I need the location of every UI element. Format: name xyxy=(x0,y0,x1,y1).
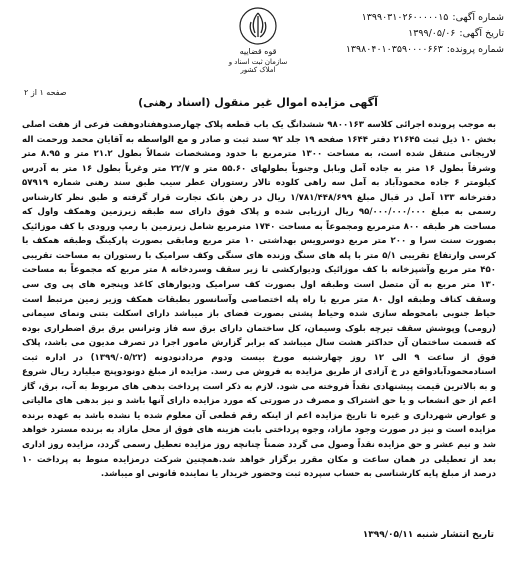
notice-title: آگهی مزایده اموال غیر منقول (اسناد رهنی) xyxy=(138,96,378,109)
ad-date-row xyxy=(304,26,504,42)
ad-number-label: شماره آگهی: xyxy=(452,12,504,23)
page-indicator: صفحه ۱ از ۲ xyxy=(24,88,67,97)
ad-date-value: ۱۳۹۹/۰۵/۰۶ xyxy=(408,28,456,39)
emblem-organization-text: سازمان ثبت اسناد و املاک کشور xyxy=(228,58,288,74)
iran-emblem-icon xyxy=(238,6,278,46)
emblem-judiciary-text: قوه قضاییه xyxy=(239,47,277,56)
file-number-label: شماره پرونده: xyxy=(446,44,504,55)
emblem-block xyxy=(222,6,294,74)
publish-date-line xyxy=(363,530,494,540)
ad-number-row xyxy=(304,10,504,26)
ad-number-value: ۱۳۹۹۰۳۱۰۲۶۰۰۰۰۰۱۵ xyxy=(361,12,449,23)
ad-date-label: تاریخ آگهی: xyxy=(459,28,504,39)
ad-meta-block xyxy=(304,10,504,58)
file-number-value: ۱۳۹۸۰۴۰۱۰۳۵۹۰۰۰۰۶۶۳ xyxy=(345,44,443,55)
file-number-row xyxy=(304,42,504,58)
notice-body-text: به موجب پرونده اجرائی کلاسه ۹۸۰۰۱۶۳ ششدانگ یک باب قطعه پلاک چهارصدوهفتادوهفت فرعی از هفت اصلی بخش ۱۰ ذیل ثبت ۲۱۶۴۵ دفتر ۱۶۴۴ صفحه ۱۹ جلد ۹۲ سند ثبت و صادر و مع الواسطه به آقایان محمد ورحمت اله لاریجانی منتقل شده است، به مساحت ۱۳۰۰ مترمربع با حدود ومشخصات شمالاً بطول ۲۱.۲ متر و ۸.۹۵ متر وشرقاً بطول ۱۶ متر به جاده آمل وبابل وجنوباً بطولهای ۵۵.۶۰ متر و ۲۲/۷ متر وغرباً بطول ۱۶ متر به آدرس کیلومتر ۶ جاده محمودآباد به آمل سه راهی کلوده تالار رستوران عطر سیب طبق سند رهنی شماره ۵۷۹۱۹ دفترخانه ۱۳۳ آمل در قبال مبلغ ۱/۷۸۱/۴۴۸/۶۹۹ ریال در رهن بانک تجارت قرار گرفته و طبق نظر کارشناس رسمی به مبلغ ۹۵/۰۰۰/۰۰۰/۰۰۰ ریال ارزیابی شده و پلاک فوق دارای سه طبقه زیرزمین وهمکف واول که مساحت هر طبقه ۸۰۰ مترمربع ومجموعاً به مساحت ۱۷۴۰ مترمربع شامل زیرزمین با رمپ ورودی با کف موزائیک بصورت سنت سرا و ۲۰۰ متر مربع دوسرویس بهداشتی ۱۰ متر مربع ومابقی بصورت پارکینگ وطبقه همکف با کرسی وارتفاع تقریبی ۵/۱ متر با پله های سنگ وزنده های سنگی وکف سرامیک با رستوران به مساحت تقریبی ۴۵۰ متر مربع وآشپزخانه با کف موزائیک ودیوارکشی تا زیر سقف وسردخانه ۸ متر مربع که مجموعاً به مساحت ۱۳۰ متر مربع به آن متصل است وطبقه اول بصورت کف سرامیک ودیوارهای کاغذ وپنجره های پی وی سی وسقف کناف وطبقه اول ۸۰ متر مربع با راه پله اختصاصی وآسانسور بطبقات همکف وزیر زمین مرتبط است حیاط جنوبی بامحوطه سازی شده وحیاط پشتی بصورت فضای باز میباشد دارای اسکلت بتنی ونمای سیمانی (رومی) وپوشش سقف تیرچه بلوک وسیمان، کل ساختمان دارای برق سه فاز وترانس برق برق اضطراری بوده که قسمت ساختمان آن حداکثر هشت سال میباشد که برابر گزارش مامور اجرا در تصرف مدیون می باشد، پلاک فوق از ساعت ۹ الی ۱۲ روز چهارشنبه مورخ بیست ودوم مردادنودونه (۱۳۹۹/۰۵/۲۲) در اداره ثبت اسنادمحمودآبادواقع در خ آزادی از طریق مزایده به فروش می رسد. مزایده از مبلغ دونودوپنج میلیارد ریال شروع و به بالاترین قیمت پیشنهادی نقداً فروخته می شود. لازم به ذکر است پرداخت بدهی های مربوط به آب، برق، گاز اعم از حق انشعاب و یا حق اشتراک و مصرف در صورتی که مورد مزایده دارای آنها باشد و نیز بدهی های مالیاتی و عوارض شهرداری و غیره تا تاریخ مزایده اعم از اینکه رقم قطعی آن معلوم شده یا نشده باشد به عهده برنده مزایده است و نیز در صورت وجود مازاد، وجوه پرداختی بابت هزینه های فوق از محل مازاد به برنده مسترد خواهد شد و نیم عشر و حق مزایده نقداً وصول می گردد ضمناً چنانچه روز مزایده تعطیل رسمی گردد، مزایده روز اداری بعد از تعطیلی در همان ساعت و مکان مقرر برگزار خواهد شد.همچنین شرکت درمزایده منوط به پرداخت ۱۰ درصد از مبلغ پایه کارشناسی به حساب سپرده ثبت وحضور خریدار یا نماینده قانونی او میباشد. xyxy=(22,120,497,480)
publish-date-label: تاریخ انتشار شنبه xyxy=(416,530,494,540)
publish-date-value: ۱۳۹۹/۰۵/۱۱ xyxy=(362,530,414,540)
